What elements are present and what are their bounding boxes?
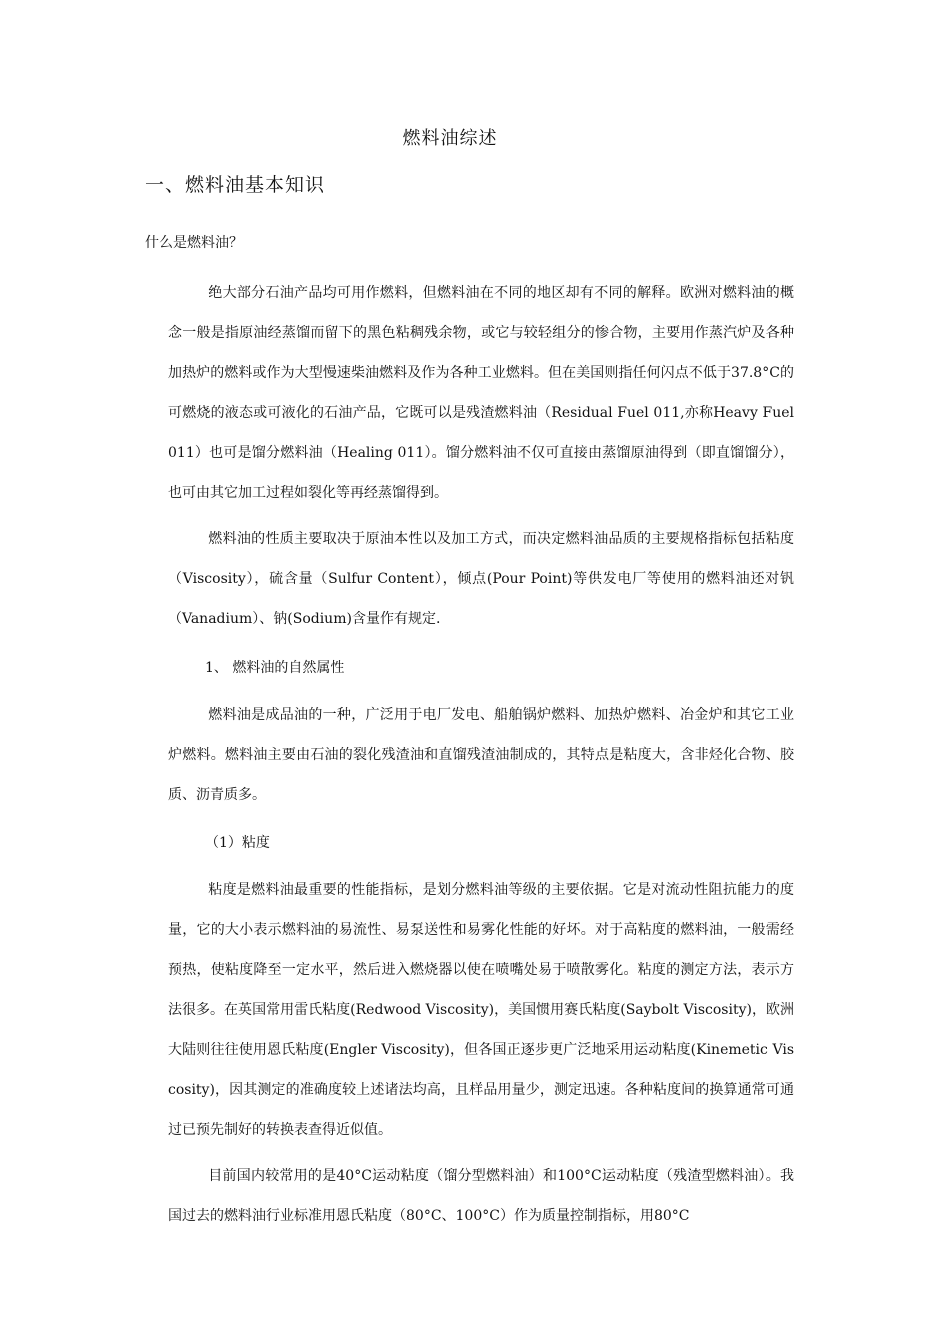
paragraph-viscosity [168,870,794,1150]
paragraph-domestic-standard-text: 目前国内较常用的是40°C运动粘度（馏分型燃料油）和100°C运动粘度（残渣型燃料油）。我国过去的燃料油行业标准用恩氏粘度（80°C、100°C）作为质量控制指标，用80°C [168,1168,794,1224]
paragraph-viscosity-text: 粘度是燃料油最重要的性能指标，是划分燃料油等级的主要依据。它是对流动性阻抗能力的度量，它的大小表示燃料油的易流性、易泵送性和易雾化性能的好坏。对于高粘度的燃料油，一般需经预热，使粘度降至一定水平，然后进入燃烧器以使在喷嘴处易于喷散雾化。粘度的测定方法，表示方法很多。在英国常用雷氏粘度(Redwood Viscosity)，美国惯用赛氏粘度(Saybolt Viscosity)，欧洲大陆则往往使用恩氏粘度(Engler Viscosity)，但各国正逐步更广泛地采用运动粘度(Kinemetic Viscosity)，因其测定的准确度较上述诸法均高，且样品用量少，测定迅速。各种粘度间的换算通常可通过已预先制好的转换表查得近似值。 [168,882,794,1138]
question-heading: 什么是燃料油？ [145,235,243,251]
paragraph-definition [168,273,794,513]
subsection-heading-natural-attributes: 1、 燃料油的自然属性 [205,660,345,676]
paragraph-properties [168,519,794,639]
paragraph-natural-attributes-text: 燃料油是成品油的一种，广泛用于电厂发电、船舶锅炉燃料、加热炉燃料、冶金炉和其它工业炉燃料。燃料油主要由石油的裂化残渣油和直馏残渣油制成的，其特点是粘度大，含非烃化合物、胶质、沥青质多。 [168,707,794,803]
paragraph-domestic-standard [168,1156,794,1236]
paragraph-natural-attributes [168,695,794,815]
paragraph-properties-text: 燃料油的性质主要取决于原油本性以及加工方式，而决定燃料油品质的主要规格指标包括粘度（Viscosity），硫含量（Sulfur Content），倾点(Pour Point)等供发电厂等使用的燃料油还对钒（Vanadium）、钠(Sodium)含量作有规定. [168,531,794,627]
section-heading: 一、燃料油基本知识 [145,174,326,196]
document-title: 燃料油综述 [402,128,498,149]
paragraph-definition-text: 绝大部分石油产品均可用作燃料，但燃料油在不同的地区却有不同的解释。欧洲对燃料油的概念一般是指原油经蒸馏而留下的黑色粘稠残余物，或它与较轻组分的惨合物，主要用作蒸汽炉及各种加热炉的燃料或作为大型慢速柴油燃料及作为各种工业燃料。但在美国则指任何闪点不低于37.8°C的可燃烧的液态或可液化的石油产品，它既可以是残渣燃料油（Residual Fuel 011,亦称Heavy Fuel 011）也可是馏分燃料油（Healing 011）。馏分燃料油不仅可直接由蒸馏原油得到（即直馏馏分），也可由其它加工过程如裂化等再经蒸馏得到。 [168,285,794,501]
subsection-heading-viscosity: （1）粘度 [205,835,270,851]
